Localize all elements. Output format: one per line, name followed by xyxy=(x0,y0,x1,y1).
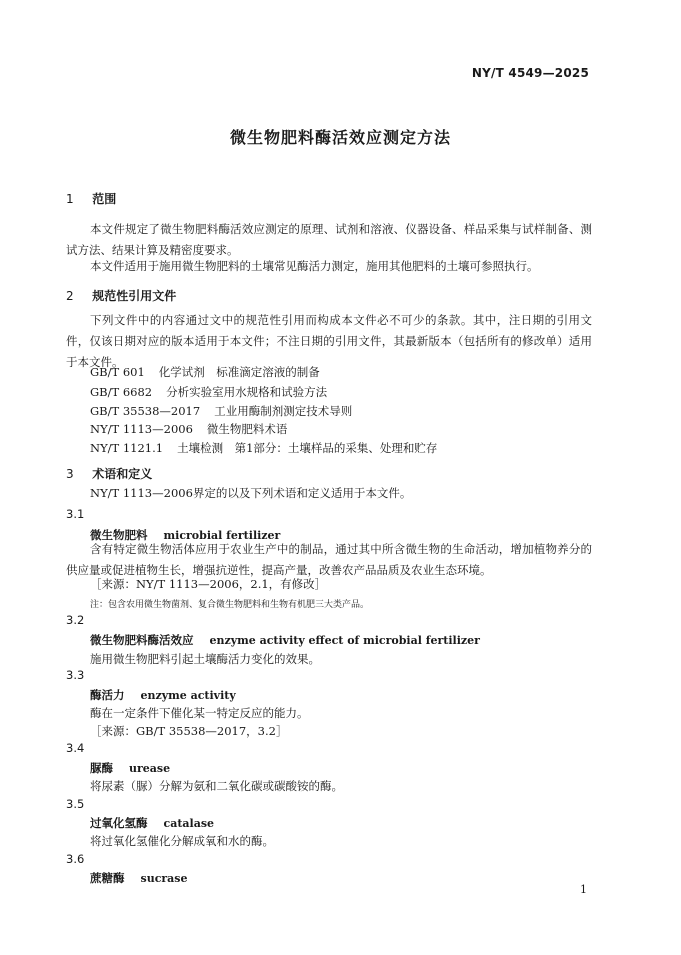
term-en: urease xyxy=(129,762,171,775)
term-definition: 将尿素（脲）分解为氨和二氧化碳或碳酸铵的酶。 xyxy=(90,779,343,793)
term-number: 3.5 xyxy=(66,797,85,811)
reference-code: GB/T 601 xyxy=(90,365,145,379)
term-definition: 施用微生物肥料引起土壤酶活力变化的效果。 xyxy=(90,652,320,666)
document-title: 微生物肥料酶活效应测定方法 xyxy=(229,128,451,147)
section-number: 1 xyxy=(66,192,74,206)
section-heading-normative-refs xyxy=(66,287,176,304)
section-title: 规范性引用文件 xyxy=(92,289,177,303)
scope-paragraph-2: 本文件适用于施用微生物肥料的土壤常见酶活力测定，施用其他肥料的土壤可参照执行。 xyxy=(90,259,539,273)
reference-code: GB/T 35538—2017 xyxy=(90,404,201,418)
reference-title: 化学试剂 标准滴定溶液的制备 xyxy=(158,365,320,379)
page-number: 1 xyxy=(580,883,587,896)
term-heading xyxy=(90,815,214,831)
term-en: enzyme activity xyxy=(140,689,236,702)
term-en: microbial fertilizer xyxy=(163,529,281,542)
normative-refs-intro: 下列文件中的内容通过文中的规范性引用而构成本文件必不可少的条款。其中，注日期的引用文件，仅该日期对应的版本适用于本文件；不注日期的引用文件，其最新版本（包括所有的修改单）适用于本文件。 xyxy=(66,313,592,369)
term-en: catalase xyxy=(163,817,215,830)
term-number: 3.3 xyxy=(66,668,85,682)
section-title: 术语和定义 xyxy=(92,467,153,481)
term-heading xyxy=(90,870,188,886)
reference-item xyxy=(90,384,327,400)
reference-title: 工业用酶制剂测定技术导则 xyxy=(214,404,353,418)
term-definition: 将过氧化氢催化分解成氧和水的酶。 xyxy=(90,834,274,848)
term-zh: 蔗糖酶 xyxy=(90,871,125,885)
term-number: 3.6 xyxy=(66,852,85,866)
term-en: sucrase xyxy=(140,872,188,885)
term-heading xyxy=(90,687,236,703)
term-number: 3.1 xyxy=(66,507,85,521)
term-note: 注：包含农用微生物菌剂、复合微生物肥料和生物有机肥三大类产品。 xyxy=(90,600,370,610)
terms-intro: NY/T 1113—2006界定的以及下列术语和定义适用于本文件。 xyxy=(90,486,412,500)
term-zh: 酶活力 xyxy=(90,688,125,702)
term-number: 3.2 xyxy=(66,613,85,627)
term-definition: 含有特定微生物活体应用于农业生产中的制品，通过其中所含微生物的生命活动，增加植物养分的供应量或促进植物生长，增强抗逆性，提高产量，改善农产品品质及农业生态环境。 xyxy=(66,542,592,577)
reference-code: NY/T 1113—2006 xyxy=(90,422,193,436)
reference-item xyxy=(90,421,287,437)
term-source: ［来源：GB/T 35538—2017，3.2］ xyxy=(90,724,288,738)
section-title: 范围 xyxy=(92,192,117,206)
reference-title: 分析实验室用水规格和试验方法 xyxy=(166,385,328,399)
reference-item xyxy=(90,440,437,456)
term-number: 3.4 xyxy=(66,741,85,755)
term-source: ［来源：NY/T 1113—2006，2.1，有修改］ xyxy=(90,577,327,591)
reference-title: 微生物肥料术语 xyxy=(206,422,288,436)
section-heading-scope xyxy=(66,190,116,207)
term-definition: 酶在一定条件下催化某一特定反应的能力。 xyxy=(90,706,309,720)
reference-code: NY/T 1121.1 xyxy=(90,441,164,455)
term-zh: 微生物肥料 xyxy=(90,528,148,542)
section-number: 2 xyxy=(66,289,74,303)
reference-item xyxy=(90,364,320,380)
section-number: 3 xyxy=(66,467,74,481)
term-zh: 脲酶 xyxy=(90,761,113,775)
term-heading xyxy=(90,760,170,776)
section-heading-terms xyxy=(66,465,152,482)
term-zh: 过氧化氢酶 xyxy=(90,816,148,830)
term-en: enzyme activity effect of microbial fertilizer xyxy=(209,634,480,647)
reference-code: GB/T 6682 xyxy=(90,385,153,399)
term-heading xyxy=(90,632,480,648)
standard-number: NY/T 4549—2025 xyxy=(471,66,589,80)
scope-paragraph-1: 本文件规定了微生物肥料酶活效应测定的原理、试剂和溶液、仪器设备、样品采集与试样制备、测试方法、结果计算及精密度要求。 xyxy=(66,222,592,257)
reference-title: 土壤检测 第1部分：土壤样品的采集、处理和贮存 xyxy=(177,441,438,455)
reference-item xyxy=(90,403,352,419)
term-zh: 微生物肥料酶活效应 xyxy=(90,633,194,647)
